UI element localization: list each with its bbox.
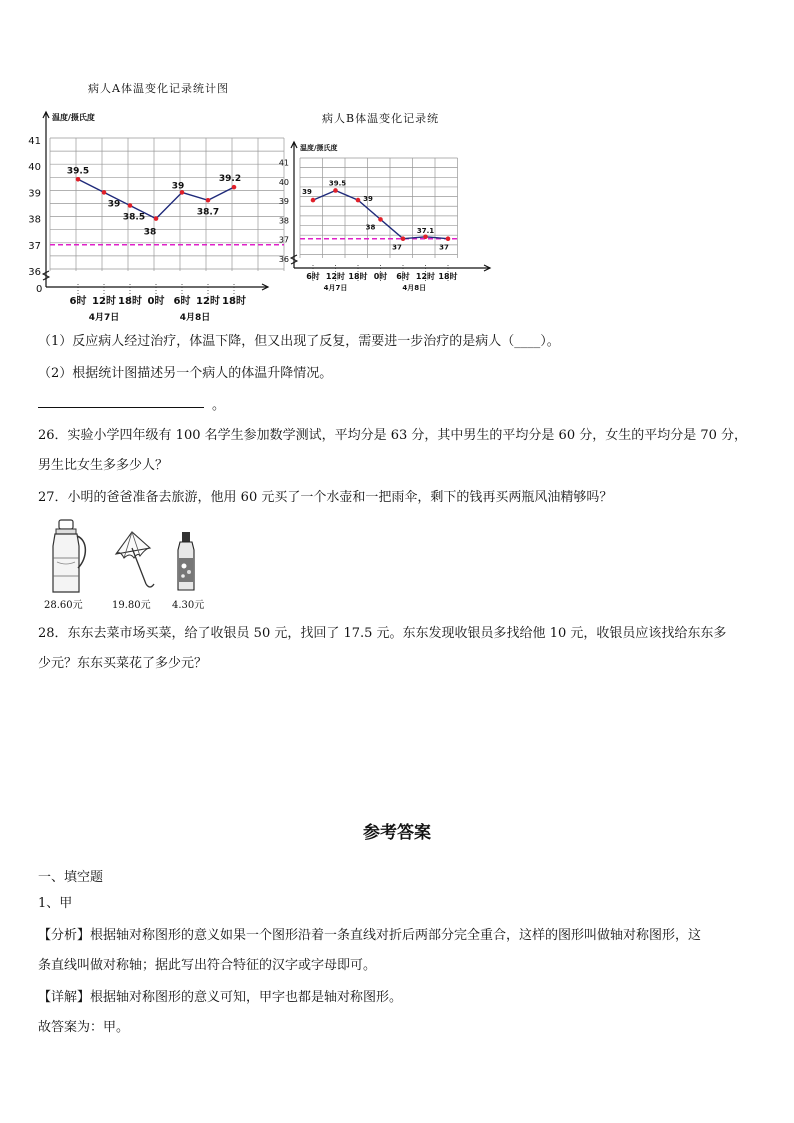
chart-a-title: 病人A体温变化记录统计图	[88, 82, 229, 95]
question-28-line2: 少元？东东买菜花了多少元？	[38, 656, 208, 671]
chart-a-data-point	[76, 177, 81, 182]
chart-a-x-tick-label: 0时	[147, 296, 165, 307]
chart-b-x-tick-label: 6时	[306, 272, 320, 281]
chart-b-axis-break	[291, 255, 297, 264]
oil-bottle-price: 4.30元	[172, 600, 205, 611]
chart-b-y-label: 温度/摄氏度	[300, 144, 338, 152]
chart-b-data-label: 37.1	[416, 226, 435, 235]
question-28-line1: 28．东东去菜市场买菜，给了收银员 50 元，找回了 17.5 元。东东发现收银员多找给他 10 元，收银员应该找给东东多	[38, 626, 727, 641]
chart-b-data-point	[446, 236, 451, 241]
chart-b-x-tick-label: 12时	[325, 272, 346, 281]
answers-title: 参考答案	[363, 823, 431, 843]
chart-a	[30, 108, 280, 330]
chart-a-data-label: 39	[171, 181, 185, 192]
chart-b-title: 病人B体温变化记录统	[322, 112, 440, 125]
chart-a-x-tick-label: 12时	[92, 296, 116, 307]
chart-a-y-tick: 41	[28, 136, 41, 147]
chart-a-data-point	[206, 198, 211, 203]
chart-b-y-tick: 36	[278, 255, 289, 264]
chart-a-x-tick-label: 18时	[118, 296, 142, 307]
chart-a-x-tick-label: 6时	[173, 296, 191, 307]
chart-b-y-tick: 40	[278, 177, 289, 187]
chart-a-y-tick: 37	[28, 240, 41, 252]
chart-b-y-tick: 37	[278, 235, 289, 245]
chart-b-data-label: 39	[302, 188, 312, 197]
answer-blank-period: 。	[212, 398, 226, 413]
question-25-1: （1）反应病人经过治疗，体温下降，但又出现了反复，需要进一步治疗的是病人（____）。	[38, 334, 560, 349]
chart-a-data-point	[128, 203, 133, 208]
chart-b-data-point	[423, 234, 428, 239]
chart-b	[268, 138, 493, 298]
chart-b-data-label: 39	[363, 195, 373, 204]
oil-bottle-image	[172, 530, 200, 594]
answers-section-heading: 一、填空题	[38, 870, 104, 885]
chart-a-origin-label: 0	[36, 284, 43, 295]
chart-b-data-label: 39.5	[328, 179, 347, 188]
chart-b-x-tick-label: 0时	[373, 272, 388, 281]
answer-detail: 【详解】根据轴对称图形的意义可知，甲字也都是轴对称图形。	[38, 990, 403, 1005]
answer-analysis-line1: 【分析】根据轴对称图形的意义如果一个图形沿着一条直线对折后两部分完全重合，这样的图形叫做轴对称图形，这	[38, 928, 702, 943]
chart-b-y-tick: 39	[278, 197, 289, 207]
chart-a-data-label: 38.5	[122, 212, 146, 223]
chart-b-x-tick-label: 18时	[348, 272, 368, 281]
question-26-line1: 26．实验小学四年级有 100 名学生参加数学测试，平均分是 63 分，其中男生的平均分是 60 分，女生的平均分是 70 分，	[38, 428, 748, 443]
question-27: 27．小明的爸爸准备去旅游，他用 60 元买了一个水壶和一把雨伞，剩下的钱再买两瓶风油精够吗？	[38, 490, 613, 505]
chart-a-y-tick: 36	[28, 267, 41, 278]
chart-a-data-point	[154, 216, 159, 221]
umbrella-image	[110, 528, 156, 594]
chart-b-data-point	[333, 188, 338, 193]
answer-conclusion: 故答案为：甲。	[38, 1020, 130, 1035]
chart-a-data-point	[232, 185, 237, 190]
water-bottle-price: 28.60元	[44, 600, 83, 611]
chart-b-data-point	[401, 236, 406, 241]
chart-b-x-tick-label: 12时	[415, 272, 436, 281]
chart-a-y-label: 温度/摄氏度	[52, 113, 95, 122]
chart-b-date-label: 4月8日	[402, 284, 427, 292]
chart-b-y-tick: 38	[278, 216, 289, 226]
answer-item-1: 1、甲	[38, 896, 73, 911]
answer-blank-line	[38, 406, 204, 408]
chart-a-y-tick: 40	[28, 162, 41, 174]
chart-a-data-point	[102, 190, 107, 195]
chart-b-data-point	[311, 198, 316, 203]
umbrella-price: 19.80元	[112, 600, 151, 611]
chart-b-x-tick-label: 18时	[438, 272, 458, 281]
question-25-2: （2）根据统计图描述另一个病人的体温升降情况。	[38, 366, 333, 381]
chart-a-data-label: 39.5	[66, 166, 90, 177]
chart-a-y-tick: 39	[28, 188, 41, 200]
chart-a-x-tick-label: 6时	[69, 296, 87, 307]
chart-a-x-tick-label: 12时	[196, 296, 220, 307]
chart-b-x-tick-label: 6时	[396, 272, 410, 281]
chart-a-date-label: 4月7日	[88, 313, 120, 323]
chart-a-data-label: 39	[107, 199, 121, 210]
chart-b-data-label: 38	[365, 223, 376, 232]
chart-a-y-tick: 38	[28, 214, 41, 226]
answer-analysis-line2: 条直线叫做对称轴；据此写出符合特征的汉字或字母即可。	[38, 958, 377, 973]
question-26-line2: 男生比女生多多少人？	[38, 458, 169, 473]
chart-a-data-label: 38	[143, 227, 157, 238]
chart-b-y-tick: 41	[278, 158, 289, 168]
water-bottle-image	[44, 518, 90, 596]
chart-b-date-label: 4月7日	[323, 284, 348, 292]
chart-a-data-label: 38.7	[196, 207, 220, 218]
chart-b-data-point	[378, 217, 383, 222]
chart-b-data-point	[356, 198, 361, 203]
chart-a-x-tick-label: 18时	[222, 296, 246, 307]
chart-b-data-label: 37	[392, 243, 402, 252]
chart-a-date-label: 4月8日	[179, 313, 211, 323]
chart-b-data-label: 37	[439, 243, 449, 252]
chart-a-data-label: 39.2	[218, 174, 242, 185]
chart-a-axis-break	[43, 271, 49, 280]
